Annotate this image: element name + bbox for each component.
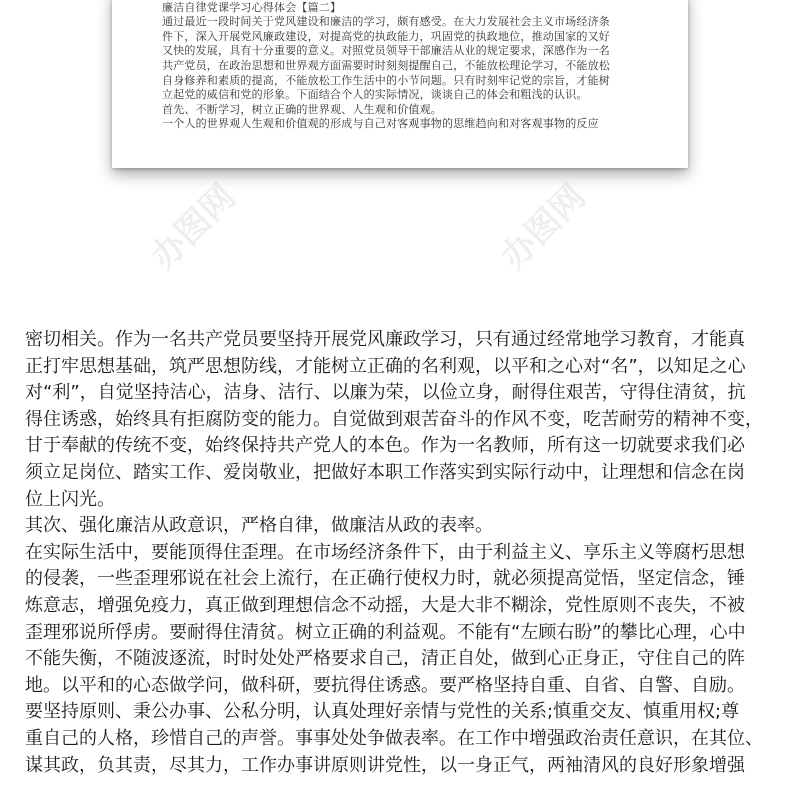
body-line: 须立足岗位、踏实工作、爱岗敬业，把做好本职工作落实到实际行动中，让理想和信念在岗 <box>25 461 745 483</box>
card-text-block <box>162 0 640 132</box>
body-line: 不能失衡，不随波逐流，时时处处严格要求自己，清正自处，做到心正身正，守住自己的阵 <box>25 648 745 670</box>
body-line: 对“利”，自觉坚持洁心，洁身、洁行、以廉为荣，以俭立身，耐得住艰苦，守得住清贫，抗 <box>25 382 746 404</box>
body-line: 谋其政，负其责，尽其力，工作办事讲原则讲党性，以一身正气，两袖清风的良好形象增强 <box>25 754 745 776</box>
watermark-right: 办图网 <box>493 176 594 278</box>
body-heading: 其次、强化廉洁从政意识，严格自律，做廉洁从政的表率。 <box>25 515 493 537</box>
body-line: 位上闪光。 <box>25 488 115 510</box>
body-line: 炼意志，增强免疫力，真正做到理想信念不动摇，大是大非不糊涂，党性原则不丧失，不被 <box>25 594 745 616</box>
card-line: 通过最近一段时间关于党风建设和廉洁的学习，颇有感受。在大力发展社会主义市场经济条 <box>162 15 610 29</box>
card-line: 首先、不断学习，树立正确的世界观、人生观和价值观。 <box>162 102 442 116</box>
body-line: 要坚持原则、秉公办事、公私分明，认真处理好亲情与党性的关系;慎重交友、慎重用权;尊 <box>25 701 740 723</box>
card-line: 一个人的世界观人生观和价值观的形成与自己对客观事物的思维趋向和对客观事物的反应 <box>162 117 599 131</box>
body-line: 重自己的人格，珍惜自己的声誉。事事处处争做表率。在工作中增强政治责任意识，在其位、 <box>25 727 763 749</box>
body-line: 得住诱惑，始终具有拒腐防变的能力。自觉做到艰苦奋斗的作风不变，吃苦耐劳的精神不变， <box>25 408 763 430</box>
card-line: 立起党的威信和党的形象。下面结合个人的实际情况，谈谈自己的体会和粗浅的认识。 <box>162 88 588 102</box>
card-line: 又快的发展，具有十分重要的意义。对照党员领导干部廉洁从业的规定要求，深感作为一名 <box>162 44 610 58</box>
body-line: 在实际生活中，要能顶得住歪理。在市场经济条件下，由于利益主义、享乐主义等腐朽思想 <box>25 541 745 563</box>
body-line: 的侵袭，一些歪理邪说在社会上流行，在正确行使权力时，就必须提高觉悟，坚定信念，锤 <box>25 568 745 590</box>
body-line: 歪理邪说所俘虏。要耐得住清贫。树立正确的利益观。不能有“左顾右盼”的攀比心理，心中 <box>25 621 746 643</box>
body-line: 地。以平和的心态做学问，做科研，要抗得住诱惑。要严格坚持自重、自省、自警、自励。 <box>25 674 745 696</box>
body-line: 正打牢思想基础，筑严思想防线，才能树立正确的名利观，以平和之心对“名”，以知足之心 <box>25 355 746 377</box>
body-line: 甘于奉献的传统不变，始终保持共产党人的本色。作为一名教师，所有这一切就要求我们必 <box>25 435 745 457</box>
card-line: 共产党员，在政治思想和世界观方面需要时时刻刻提醒自己，不能放松理论学习，不能放松 <box>162 58 610 72</box>
card-line: 自身修养和素质的提高，不能放松工作生活中的小节问题。只有时刻牢记党的宗旨，才能树 <box>162 73 610 87</box>
card-line: 件下，深入开展党风廉政建设，对提高党的执政能力，巩固党的执政地位，推动国家的又好 <box>162 29 610 43</box>
card-section-heading: 廉洁自律党课学习心得体会【篇二】 <box>162 0 342 14</box>
watermark-left: 办图网 <box>143 176 244 278</box>
body-text-block <box>25 327 785 779</box>
body-line: 密切相关。作为一名共产党员要坚持开展党风廉政学习，只有通过经常地学习教育，才能真 <box>25 329 745 350</box>
page-preview-card <box>112 0 688 168</box>
